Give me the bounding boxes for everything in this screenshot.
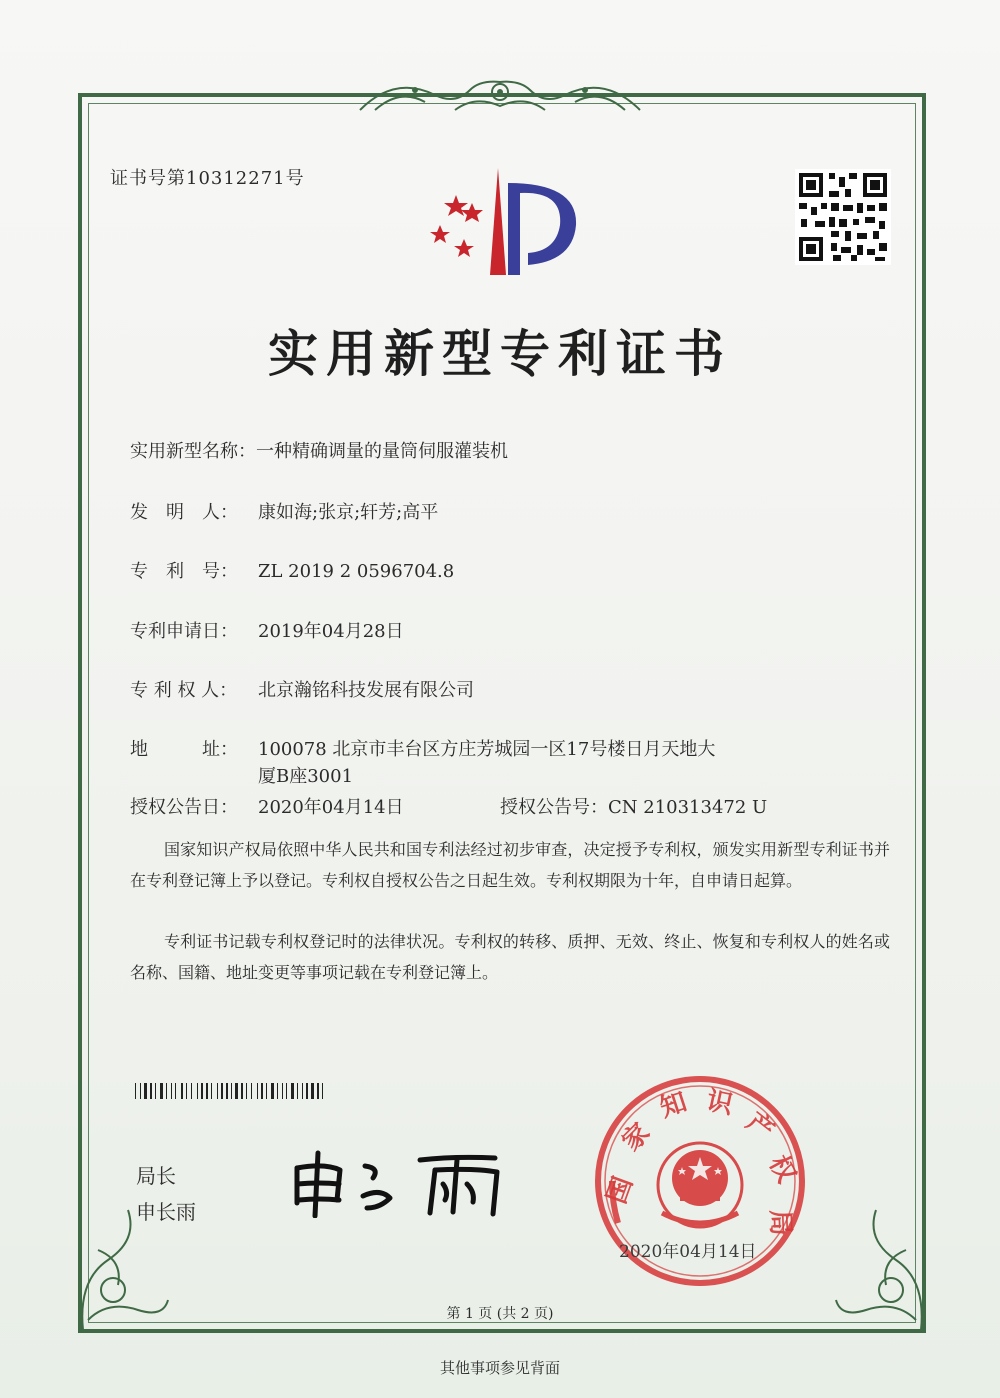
director-signature-icon bbox=[285, 1148, 525, 1218]
grant-number-row bbox=[500, 793, 767, 819]
barcode-bar bbox=[257, 1083, 258, 1099]
barcode-bar bbox=[186, 1083, 187, 1099]
inventor-label: 发 明 人： bbox=[130, 502, 238, 523]
barcode-bar bbox=[211, 1083, 212, 1099]
svg-text:权: 权 bbox=[762, 1150, 802, 1188]
certificate-title: 实用新型专利证书 bbox=[268, 325, 732, 383]
back-note: 其他事项参见背面 bbox=[439, 1359, 560, 1377]
address-row bbox=[130, 735, 715, 761]
page-indicator: 第 1 页 (共 2 页) bbox=[446, 1306, 554, 1322]
barcode-bar bbox=[175, 1083, 176, 1099]
barcode-bar bbox=[171, 1083, 172, 1099]
certificate-number: 证书号第10312271号 bbox=[110, 168, 305, 189]
address-value-line2: 厦B座3001 bbox=[258, 766, 354, 787]
barcode-bar bbox=[226, 1083, 228, 1099]
svg-text:知: 知 bbox=[656, 1087, 691, 1124]
inventor-value: 康如海;张京;轩芳;高平 bbox=[258, 502, 439, 523]
patentee-value: 北京瀚铭科技发展有限公司 bbox=[258, 680, 474, 701]
grant-date-value: 2020年04月14日 bbox=[258, 797, 404, 818]
utility-model-name-row bbox=[130, 437, 508, 463]
svg-text:识: 识 bbox=[703, 1085, 736, 1121]
barcode-bar bbox=[235, 1083, 238, 1099]
inventor-row bbox=[130, 498, 438, 524]
barcode-bar bbox=[306, 1083, 308, 1099]
top-ornament-icon bbox=[355, 70, 645, 120]
barcode-bar bbox=[197, 1083, 198, 1099]
barcode-bar bbox=[150, 1083, 152, 1099]
barcode-bar bbox=[297, 1083, 298, 1099]
patentee-row bbox=[130, 676, 474, 702]
patentee-label: 专 利 权 人： bbox=[130, 680, 238, 701]
patent-number-row bbox=[130, 557, 454, 583]
barcode-bar bbox=[231, 1083, 232, 1099]
barcode-bar bbox=[271, 1083, 274, 1099]
address-label: 地 址： bbox=[130, 739, 238, 760]
grant-date-label: 授权公告日： bbox=[130, 797, 238, 818]
grant-number-value: CN 210313472 U bbox=[608, 797, 768, 818]
address-value-line1: 100078 北京市丰台区方庄芳城园一区17号楼日月天地大 bbox=[258, 739, 716, 760]
barcode-bar bbox=[144, 1083, 147, 1099]
barcode-bar bbox=[246, 1083, 247, 1099]
svg-text:局: 局 bbox=[764, 1209, 796, 1237]
barcode-bar bbox=[291, 1083, 294, 1099]
national-emblem-icon bbox=[658, 1143, 742, 1227]
barcode-bar bbox=[322, 1083, 323, 1099]
seal-date: 2020年04月14日 bbox=[619, 1242, 757, 1262]
barcode-bar bbox=[201, 1083, 203, 1099]
barcode-bar bbox=[317, 1083, 319, 1099]
barcode-bar bbox=[140, 1083, 141, 1099]
patent-number-value: ZL 2019 2 0596704.8 bbox=[258, 561, 455, 582]
barcode-bar bbox=[181, 1083, 183, 1099]
barcode-bar bbox=[135, 1083, 136, 1099]
barcode-bar bbox=[277, 1083, 278, 1099]
application-date-row bbox=[130, 617, 404, 643]
barcode-bar bbox=[221, 1083, 223, 1099]
legal-status-paragraph: 专利证书记载专利权登记时的法律状况。专利权的转移、质押、无效、终止、恢复和专利权人的姓名或名称、国籍、地址变更等事项记载在专利登记簿上。 bbox=[130, 932, 890, 982]
grant-statement-paragraph: 国家知识产权局依照中华人民共和国专利法经过初步审查，决定授予专利权，颁发实用新型专利证书并在专利登记簿上予以登记。专利权自授权公告之日起生效。专利权期限为十年，自申请日起算。 bbox=[130, 840, 890, 890]
barcode-bar bbox=[311, 1083, 314, 1099]
barcode-bar bbox=[286, 1083, 287, 1099]
svg-text:产: 产 bbox=[740, 1106, 780, 1147]
svg-text:家: 家 bbox=[616, 1117, 657, 1158]
application-date-value: 2019年04月28日 bbox=[258, 621, 404, 642]
qr-code-icon bbox=[795, 169, 891, 265]
barcode-icon bbox=[135, 1083, 385, 1099]
svg-text:国: 国 bbox=[601, 1172, 640, 1208]
barcode-bar bbox=[155, 1083, 156, 1099]
barcode-bar bbox=[160, 1083, 163, 1099]
cnipa-star-logo-icon bbox=[428, 163, 588, 283]
director-title: 局长 bbox=[136, 1164, 176, 1188]
patent-number-label: 专 利 号： bbox=[130, 561, 238, 582]
utility-model-name-value: 一种精确调量的量筒伺服灌装机 bbox=[256, 441, 508, 462]
barcode-bar bbox=[206, 1083, 208, 1099]
application-date-label: 专利申请日： bbox=[130, 621, 238, 642]
barcode-bar bbox=[282, 1083, 283, 1099]
director-name: 申长雨 bbox=[136, 1200, 196, 1224]
barcode-bar bbox=[302, 1083, 303, 1099]
grant-number-label: 授权公告号： bbox=[500, 797, 608, 818]
barcode-bar bbox=[266, 1083, 267, 1099]
utility-model-name-label: 实用新型名称： bbox=[130, 441, 256, 462]
barcode-bar bbox=[166, 1083, 167, 1099]
barcode-bar bbox=[261, 1083, 263, 1099]
grant-date-row bbox=[130, 793, 404, 819]
barcode-bar bbox=[251, 1083, 252, 1099]
barcode-bar bbox=[217, 1083, 218, 1099]
barcode-bar bbox=[241, 1083, 243, 1099]
barcode-bar bbox=[191, 1083, 192, 1099]
